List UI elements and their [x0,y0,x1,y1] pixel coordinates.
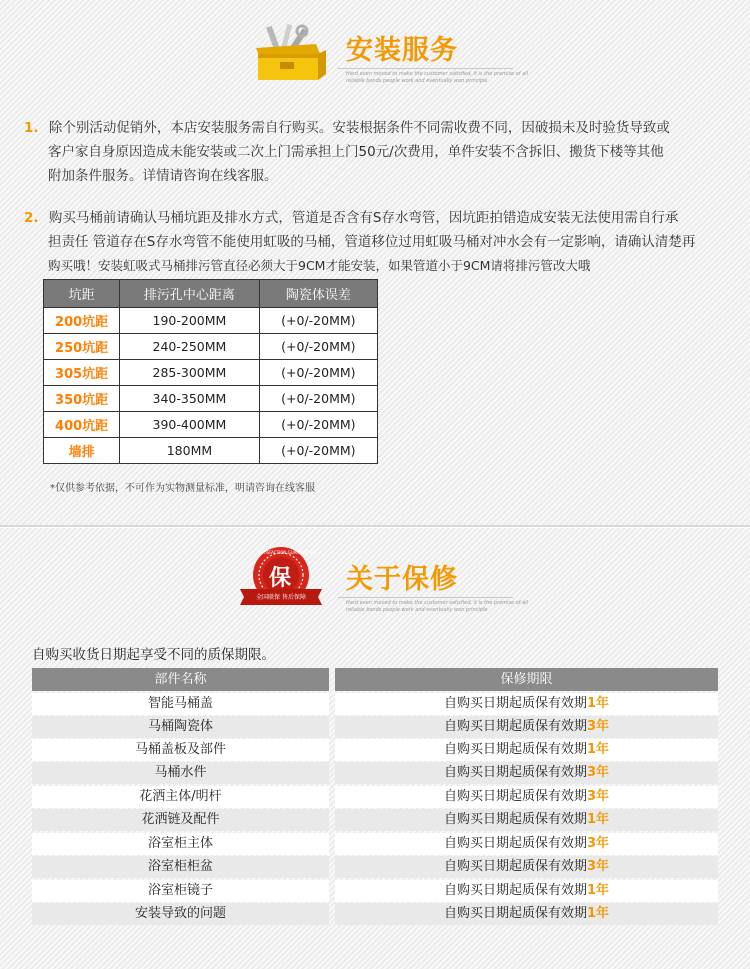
center-distance-cell: 180MM [120,438,259,464]
period-prefix: 自购买日期起质保有效期 [443,883,587,898]
period-prefix: 自购买日期起质保有效期 [443,859,587,874]
period-years: 1年 [586,883,610,898]
item-line: 客户家自身原因造成未能安装或二次上门需承担上门50元/次费用，单件安装不含拆旧、搬货下楼等其他 [48,144,664,160]
table-row [32,880,718,902]
period-prefix: 自购买日期起质保有效期 [443,812,587,827]
item-line: 除个别活动促销外，本店安装服务需自行购买。安装根据条件不同需收费不同，因破损未及时验货导致或 [48,120,670,136]
pipe-distance-cell: 200坑距 [44,308,120,334]
badge-ribbon-text: 全国联保 售后保障 [256,594,306,601]
center-distance-cell: 285-300MM [120,360,259,386]
header-cell: 排污孔中心距离 [120,280,259,308]
part-name: 安装导致的问题 [32,903,329,925]
pipe-distance-cell: 墙排 [44,438,120,464]
period-prefix: 自购买日期起质保有效期 [443,719,587,734]
period-prefix: 自购买日期起质保有效期 [443,742,587,757]
warranty-header [238,545,528,615]
install-motto: Hard even moved to make the customer satisfied, it is the premise of all reliable bonds people work and eventually won principle [346,71,528,84]
table-row [44,386,378,412]
period-prefix: 自购买日期起质保有效期 [443,789,587,804]
pipe-distance-cell: 305坑距 [44,360,120,386]
warranty-intro: 自购买收货日期起享受不同的质保期限。 [32,647,275,663]
tolerance-cell: (+0/-20MM) [259,308,377,334]
part-name: 浴室柜镜子 [32,880,329,902]
warranty-motto: Hard even moved to make the customer satisfied, it is the premise of all reliable bonds people work and eventually won principle [346,600,528,613]
install-item-1 [24,116,734,188]
period-prefix: 自购买日期起质保有效期 [443,906,587,921]
header-cell-period: 保修期限 [335,668,718,691]
warranty-title: 关于保修 [346,564,458,595]
warranty-period [335,693,718,715]
center-distance-cell: 340-350MM [120,386,259,412]
table-row [32,903,718,925]
table-row [44,412,378,438]
part-name: 浴室柜主体 [32,833,329,855]
item-number: 1. [24,120,39,136]
title-underline [338,68,513,69]
table-row [32,809,718,831]
warranty-period [335,903,718,925]
guarantee-badge-icon [238,545,324,619]
center-distance-cell: 240-250MM [120,334,259,360]
period-years: 1年 [586,812,610,827]
table-row [44,308,378,334]
warranty-period [335,856,718,878]
table-row [32,739,718,761]
part-name: 花洒主体/明杆 [32,786,329,808]
badge-character: 保 [269,566,292,591]
period-years: 1年 [586,696,610,711]
table-row [32,786,718,808]
warranty-period [335,833,718,855]
item-line: 担责任 管道存在S存水弯管不能使用虹吸的马桶，管道移位过用虹吸马桶对冲水会有一定影响，请确认清楚再 [48,234,696,250]
center-distance-cell: 390-400MM [120,412,259,438]
period-years: 3年 [586,836,610,851]
tolerance-cell: (+0/-20MM) [259,412,377,438]
table-header-row [44,280,378,308]
table-row [32,693,718,715]
table-row [44,438,378,464]
center-distance-cell: 190-200MM [120,308,259,334]
part-name: 马桶陶瓷体 [32,716,329,738]
period-years: 1年 [586,906,610,921]
item-line: 购买哦！安装虹吸式马桶排污管直径必须大于9CM才能安装，如果管道小于9CM请将排污管改大哦 [48,258,591,273]
pipe-distance-cell: 250坑距 [44,334,120,360]
header-cell: 陶瓷体误差 [259,280,377,308]
warranty-period [335,786,718,808]
header-cell-part: 部件名称 [32,668,329,691]
period-prefix: 自购买日期起质保有效期 [443,765,587,780]
install-header [250,22,528,84]
table-row [44,360,378,386]
install-title: 安装服务 [346,35,458,66]
part-name: 花洒链及配件 [32,809,329,831]
period-prefix: 自购买日期起质保有效期 [443,836,587,851]
table-note: *仅供参考依据，不可作为实物测量标准，明请咨询在线客服 [50,483,315,494]
pipe-distance-cell: 400坑距 [44,412,120,438]
pipe-distance-table [43,279,378,464]
warranty-period [335,716,718,738]
period-prefix: 自购买日期起质保有效期 [443,696,587,711]
tolerance-cell: (+0/-20MM) [259,438,377,464]
period-years: 3年 [586,719,610,734]
table-row [32,833,718,855]
item-number: 2. [24,210,39,226]
period-years: 3年 [586,859,610,874]
part-name: 马桶盖板及部件 [32,739,329,761]
period-years: 3年 [586,765,610,780]
period-years: 1年 [586,742,610,757]
item-line: 附加条件服务。详情请咨询在线客服。 [48,168,278,184]
pipe-distance-cell: 350坑距 [44,386,120,412]
warranty-period [335,880,718,902]
part-name: 智能马桶盖 [32,693,329,715]
warranty-header-row [32,668,718,691]
tolerance-cell: (+0/-20MM) [259,360,377,386]
tolerance-cell: (+0/-20MM) [259,386,377,412]
title-underline [338,597,513,598]
toolbox-icon [250,22,330,88]
warranty-period [335,739,718,761]
header-cell: 坑距 [44,280,120,308]
table-row [32,762,718,784]
part-name: 马桶水件 [32,762,329,784]
table-row [32,716,718,738]
table-row [44,334,378,360]
warranty-period [335,809,718,831]
part-name: 浴室柜柜盆 [32,856,329,878]
table-row [32,856,718,878]
warranty-period [335,762,718,784]
period-years: 3年 [586,789,610,804]
install-item-2 [24,206,744,278]
item-line: 购买马桶前请确认马桶坑距及排水方式，管道是否含有S存水弯管，因坑距拍错造成安装无法使用需自行承 [48,210,679,226]
badge-arc-text: SATISFACTION GUARANTEED [258,550,316,555]
section-divider [0,525,750,528]
tolerance-cell: (+0/-20MM) [259,334,377,360]
